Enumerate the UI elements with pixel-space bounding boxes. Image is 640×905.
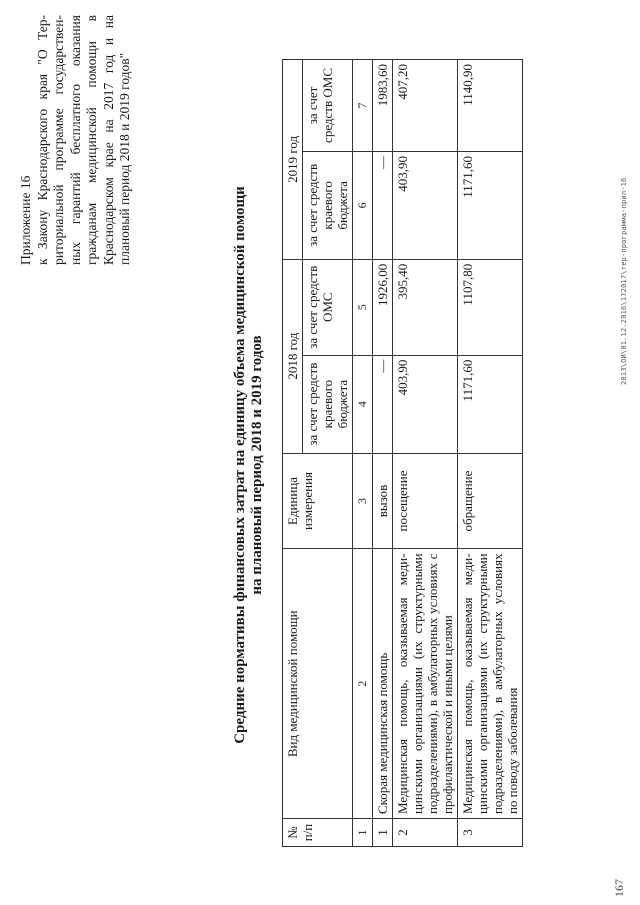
title-line-2: на плановый период 2018 и 2019 годов <box>249 335 265 595</box>
index-cell: 3 <box>353 453 373 549</box>
col-header-2018: 2018 год <box>283 259 303 453</box>
document-title <box>232 145 266 785</box>
value-2019-budget: 1171,60 <box>458 151 523 259</box>
header-row-1 <box>283 60 303 847</box>
col-header-2019-budget: за счет средств краевого бюджета <box>303 151 353 259</box>
value-2018-budget: 403,90 <box>393 355 458 453</box>
row-number: 1 <box>373 819 393 847</box>
value-2018-budget: — <box>373 355 393 453</box>
value-2019-budget: 403,90 <box>393 151 458 259</box>
col-header-kind: Вид медицинской помощи <box>283 549 353 819</box>
value-2018-oms: 1107,80 <box>458 259 523 355</box>
col-header-2019-oms: за счет средств ОМС <box>303 60 353 152</box>
appendix-block <box>18 15 134 265</box>
col-header-2019: 2019 год <box>283 60 303 260</box>
care-kind: Медицинская помощь, оказываемая меди-цинскими организациями (их структурными подразделениями), в амбулаторных условиях с профилактической и иными целями <box>393 549 458 819</box>
cost-norms-table <box>282 59 523 847</box>
appendix-number: Приложение 16 <box>18 175 33 265</box>
value-2018-oms: 395,40 <box>393 259 458 355</box>
value-2019-budget: — <box>373 151 393 259</box>
table-row <box>393 60 458 847</box>
row-number: 3 <box>458 819 523 847</box>
value-2019-oms: 1983,60 <box>373 60 393 152</box>
index-cell: 6 <box>353 151 373 259</box>
value-2018-oms: 1926,00 <box>373 259 393 355</box>
col-header-2018-oms: за счет средств ОМС <box>303 259 353 355</box>
appendix-text: к Закону Краснодарского края "О Тер-риториальной программе государствен-ных гарантий бесплатного оказания гражданам медицинской помощи в Краснодарском крае на 2017 год и на плановый период 2018 и 2019 годов" <box>34 15 132 265</box>
measure-unit: обращение <box>458 453 523 549</box>
value-2018-budget: 1171,60 <box>458 355 523 453</box>
index-cell: 7 <box>353 60 373 152</box>
care-kind: Медицинская помощь, оказываемая меди-цинскими организациями (их структурными подразделениями), в амбулаторных условиях по поводу заболевания <box>458 549 523 819</box>
table-row <box>458 60 523 847</box>
col-header-num: № п/п <box>283 819 353 847</box>
row-number: 2 <box>393 819 458 847</box>
index-cell: 2 <box>353 549 373 819</box>
index-cell: 4 <box>353 355 373 453</box>
col-header-2018-budget: за счет средств краевого бюджета <box>303 355 353 453</box>
index-cell: 5 <box>353 259 373 355</box>
table-row <box>373 60 393 847</box>
title-line-1: Средние нормативы финансовых затрат на единицу объема медицинской помощи <box>232 186 248 744</box>
index-cell: 1 <box>353 819 373 847</box>
page-number: 167 <box>612 879 626 897</box>
value-2019-oms: 1140,90 <box>458 60 523 152</box>
column-index-row <box>353 60 373 847</box>
measure-unit: посещение <box>393 453 458 549</box>
col-header-unit: Единица измерения <box>283 453 353 549</box>
measure-unit: вызов <box>373 453 393 549</box>
care-kind: Скорая медицинская помощь <box>373 549 393 819</box>
file-path-footer: 2013\ОИ\01.12.2016\172017\тер-программа-прил-16 <box>620 177 628 385</box>
value-2019-oms: 407,20 <box>393 60 458 152</box>
